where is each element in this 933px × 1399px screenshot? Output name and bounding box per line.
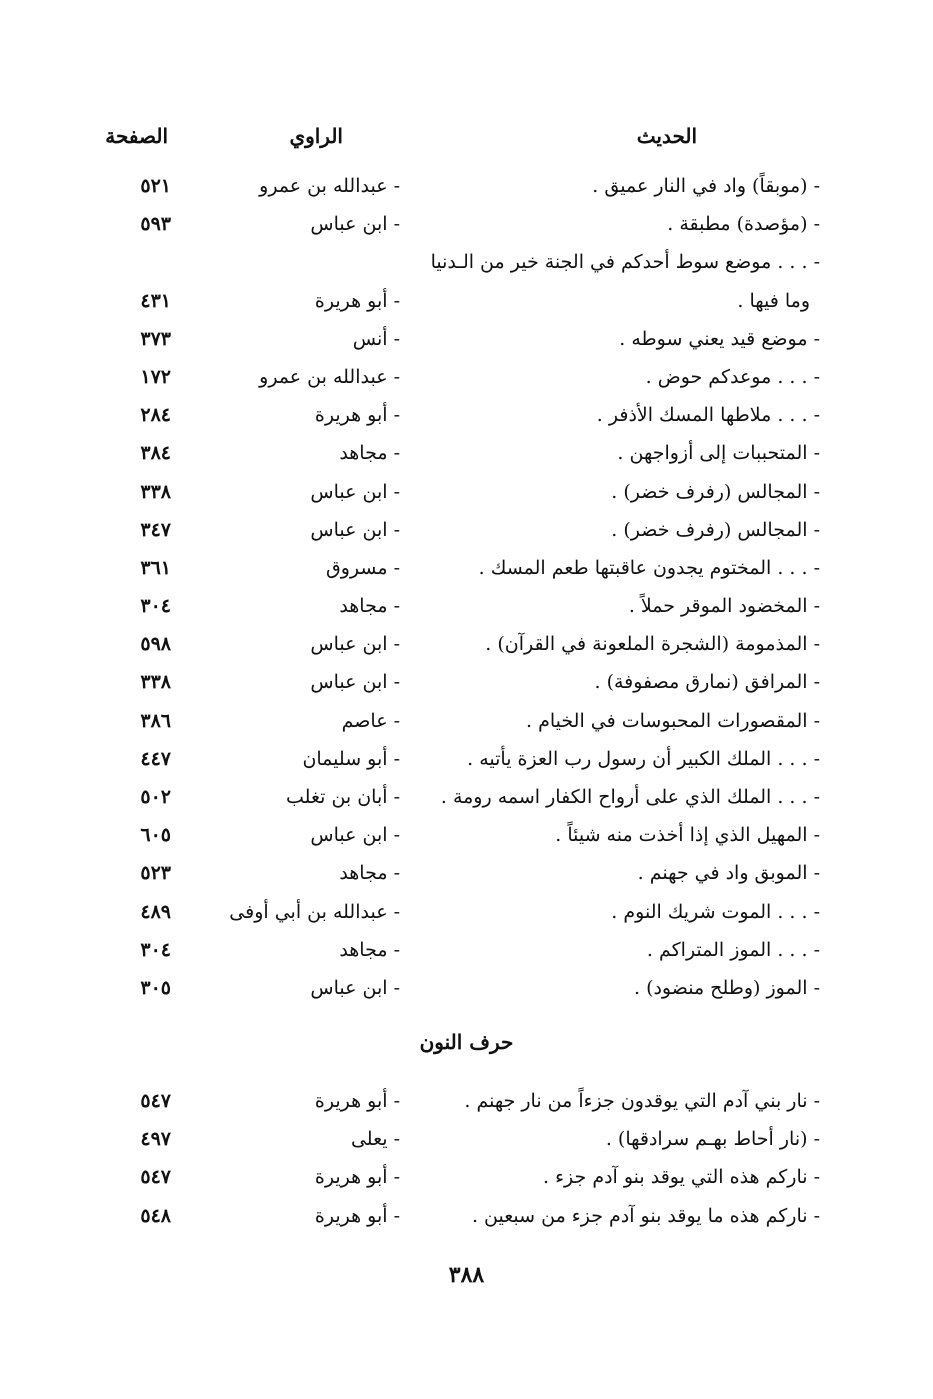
page-ref: ٤٨٩: [140, 900, 171, 923]
table-row: [0, 1124, 933, 1162]
table-row: [0, 935, 933, 973]
page-ref: ٣٨٦: [140, 709, 171, 732]
table-row: [0, 1086, 933, 1124]
header-page: الصفحة: [105, 124, 168, 148]
table-row: [0, 400, 933, 438]
hadith-text: - ناركم هذه التي يوقد بنو آدم جزء .: [543, 1166, 820, 1189]
page-ref: ٥٤٨: [140, 1204, 171, 1227]
hadith-text: - (مؤصدة) مطبقة .: [667, 213, 820, 236]
table-row: [0, 1162, 933, 1200]
narrator: - مجاهد: [339, 862, 400, 885]
table-row: [0, 477, 933, 515]
hadith-text: - المذمومة (الشجرة الملعونة في القرآن) .: [485, 633, 820, 656]
table-row: [0, 1201, 933, 1239]
table-row: [0, 782, 933, 820]
page-ref: ٣٨٤: [140, 442, 171, 465]
page-ref: ٣٧٣: [140, 327, 171, 350]
page-ref: ٥٢٣: [140, 862, 171, 885]
page-ref: ٥٤٧: [140, 1090, 171, 1112]
hadith-text: - . . . الموت شريك النوم .: [611, 900, 820, 923]
page-ref: ٣٠٤: [140, 595, 171, 618]
narrator: - أبو سليمان: [302, 747, 400, 770]
hadith-text: - المقصورات المحبوسات في الخيام .: [526, 709, 820, 732]
page-ref: ٣٤٧: [140, 518, 171, 541]
table-row: [0, 171, 933, 209]
narrator: - أبان بن تغلب: [286, 786, 400, 808]
hadith-text: - المتحببات إلى أزواجهن .: [617, 442, 820, 465]
table-row: [0, 247, 933, 285]
narrator: - ابن عباس: [310, 518, 400, 541]
narrator: - مجاهد: [339, 595, 400, 618]
table-row: [0, 667, 933, 705]
hadith-text: - . . . موضع سوط أحدكم في الجنة خير من الـدنيا: [430, 251, 820, 274]
table-row: [0, 973, 933, 1011]
page-ref: ٥٤٧: [140, 1166, 171, 1189]
narrator: - أبو هريرة: [314, 289, 400, 312]
page-ref: ٤٤٧: [140, 747, 171, 770]
hadith-text: - (موبقاً) واد في النار عميق .: [592, 175, 820, 197]
page-ref: ٥٩٣: [140, 213, 171, 236]
page-ref: ٤٣١: [140, 289, 171, 312]
narrator: - ابن عباس: [310, 213, 400, 236]
table-row: [0, 438, 933, 476]
section-title: حرف النون: [419, 1030, 514, 1054]
table-row: [0, 515, 933, 553]
narrator: - عبدالله بن أبي أوفى: [229, 900, 400, 923]
narrator: - ابن عباس: [310, 671, 400, 694]
hadith-text: - . . . الموز المتراكم .: [646, 938, 820, 961]
hadith-text: - الموز (وطلح منضود) .: [633, 976, 820, 999]
hadith-text: - . . . الملك الكبير أن رسول رب العزة يأتيه .: [467, 747, 820, 770]
page-ref: ٥٠٢: [140, 786, 171, 808]
narrator: - مجاهد: [339, 442, 400, 465]
table-row: [0, 820, 933, 858]
hadith-text: - المجالس (رفرف خضر) .: [611, 480, 820, 503]
table-row: [0, 706, 933, 744]
hadith-text: - نار بني آدم التي يوقدون جزءاً من نار جهنم .: [464, 1090, 820, 1112]
table-row: [0, 553, 933, 591]
narrator: - عبدالله بن عمرو: [259, 365, 400, 388]
narrator: - مجاهد: [339, 938, 400, 961]
hadith-text: - . . . المختوم يجدون عاقبتها طعم المسك .: [478, 556, 820, 579]
narrator: - أبو هريرة: [314, 1204, 400, 1227]
narrator: - مسروق: [326, 556, 400, 579]
page-ref: ٦٠٥: [140, 824, 171, 847]
table-row: [0, 744, 933, 782]
page-ref: ١٧٢: [140, 365, 171, 388]
narrator: - ابن عباس: [310, 633, 400, 656]
page-ref: ٢٨٤: [140, 404, 171, 427]
narrator: - عاصم: [341, 709, 400, 732]
table-row: [0, 286, 933, 324]
hadith-text: - المجالس (رفرف خضر) .: [611, 518, 820, 541]
hadith-text: - ناركم هذه ما يوقد بنو آدم جزء من سبعين .: [471, 1204, 820, 1227]
table-row: [0, 362, 933, 400]
hadith-text: - موضع قيد يعني سوطه .: [619, 327, 820, 350]
narrator: - ابن عباس: [310, 976, 400, 999]
hadith-text: - المرافق (نمارق مصفوفة) .: [594, 671, 820, 694]
hadith-text: - . . . الملك الذي على أرواح الكفار اسمه رومة .: [440, 786, 820, 808]
narrator: - عبدالله بن عمرو: [259, 175, 400, 197]
table-row: [0, 897, 933, 935]
table-row: [0, 324, 933, 362]
narrator: - يعلى: [350, 1128, 400, 1151]
page-ref: ٥٩٨: [140, 633, 171, 656]
table-header: [0, 124, 933, 160]
narrator: - أبو هريرة: [314, 404, 400, 427]
hadith-list-meem: [0, 171, 933, 1011]
page-ref: ٣٣٨: [140, 671, 171, 694]
hadith-text: - المخضود الموقر حملاً .: [628, 595, 820, 618]
page-number: ٣٨٨: [448, 1262, 485, 1288]
page-ref: ٤٩٧: [140, 1128, 171, 1151]
hadith-list-noon: [0, 1086, 933, 1239]
narrator: - أبو هريرة: [314, 1090, 400, 1112]
table-row: [0, 858, 933, 896]
narrator: - ابن عباس: [310, 824, 400, 847]
table-row: [0, 629, 933, 667]
hadith-text-continued: وما فيها .: [737, 289, 810, 312]
hadith-text: - الموبق واد في جهنم .: [637, 862, 820, 885]
narrator: - أبو هريرة: [314, 1166, 400, 1189]
table-row: [0, 209, 933, 247]
narrator: - أنس: [352, 327, 400, 350]
page-ref: ٣٦١: [140, 556, 171, 579]
table-row: [0, 591, 933, 629]
page-ref: ٣٠٤: [140, 938, 171, 961]
header-narrator: الراوي: [289, 124, 343, 148]
hadith-text: - (نار أحاط بهـم سرادقها) .: [605, 1128, 820, 1151]
page-ref: ٣٣٨: [140, 480, 171, 503]
narrator: - ابن عباس: [310, 480, 400, 503]
page-ref: ٥٢١: [140, 175, 171, 197]
page-ref: ٣٠٥: [140, 976, 171, 999]
header-hadith: الحديث: [636, 124, 697, 148]
hadith-text: - . . . موعدكم حوض .: [645, 365, 820, 388]
hadith-text: - المهيل الذي إذا أخذت منه شيئاً .: [555, 824, 820, 847]
hadith-text: - . . . ملاطها المسك الأذفر .: [596, 404, 820, 427]
